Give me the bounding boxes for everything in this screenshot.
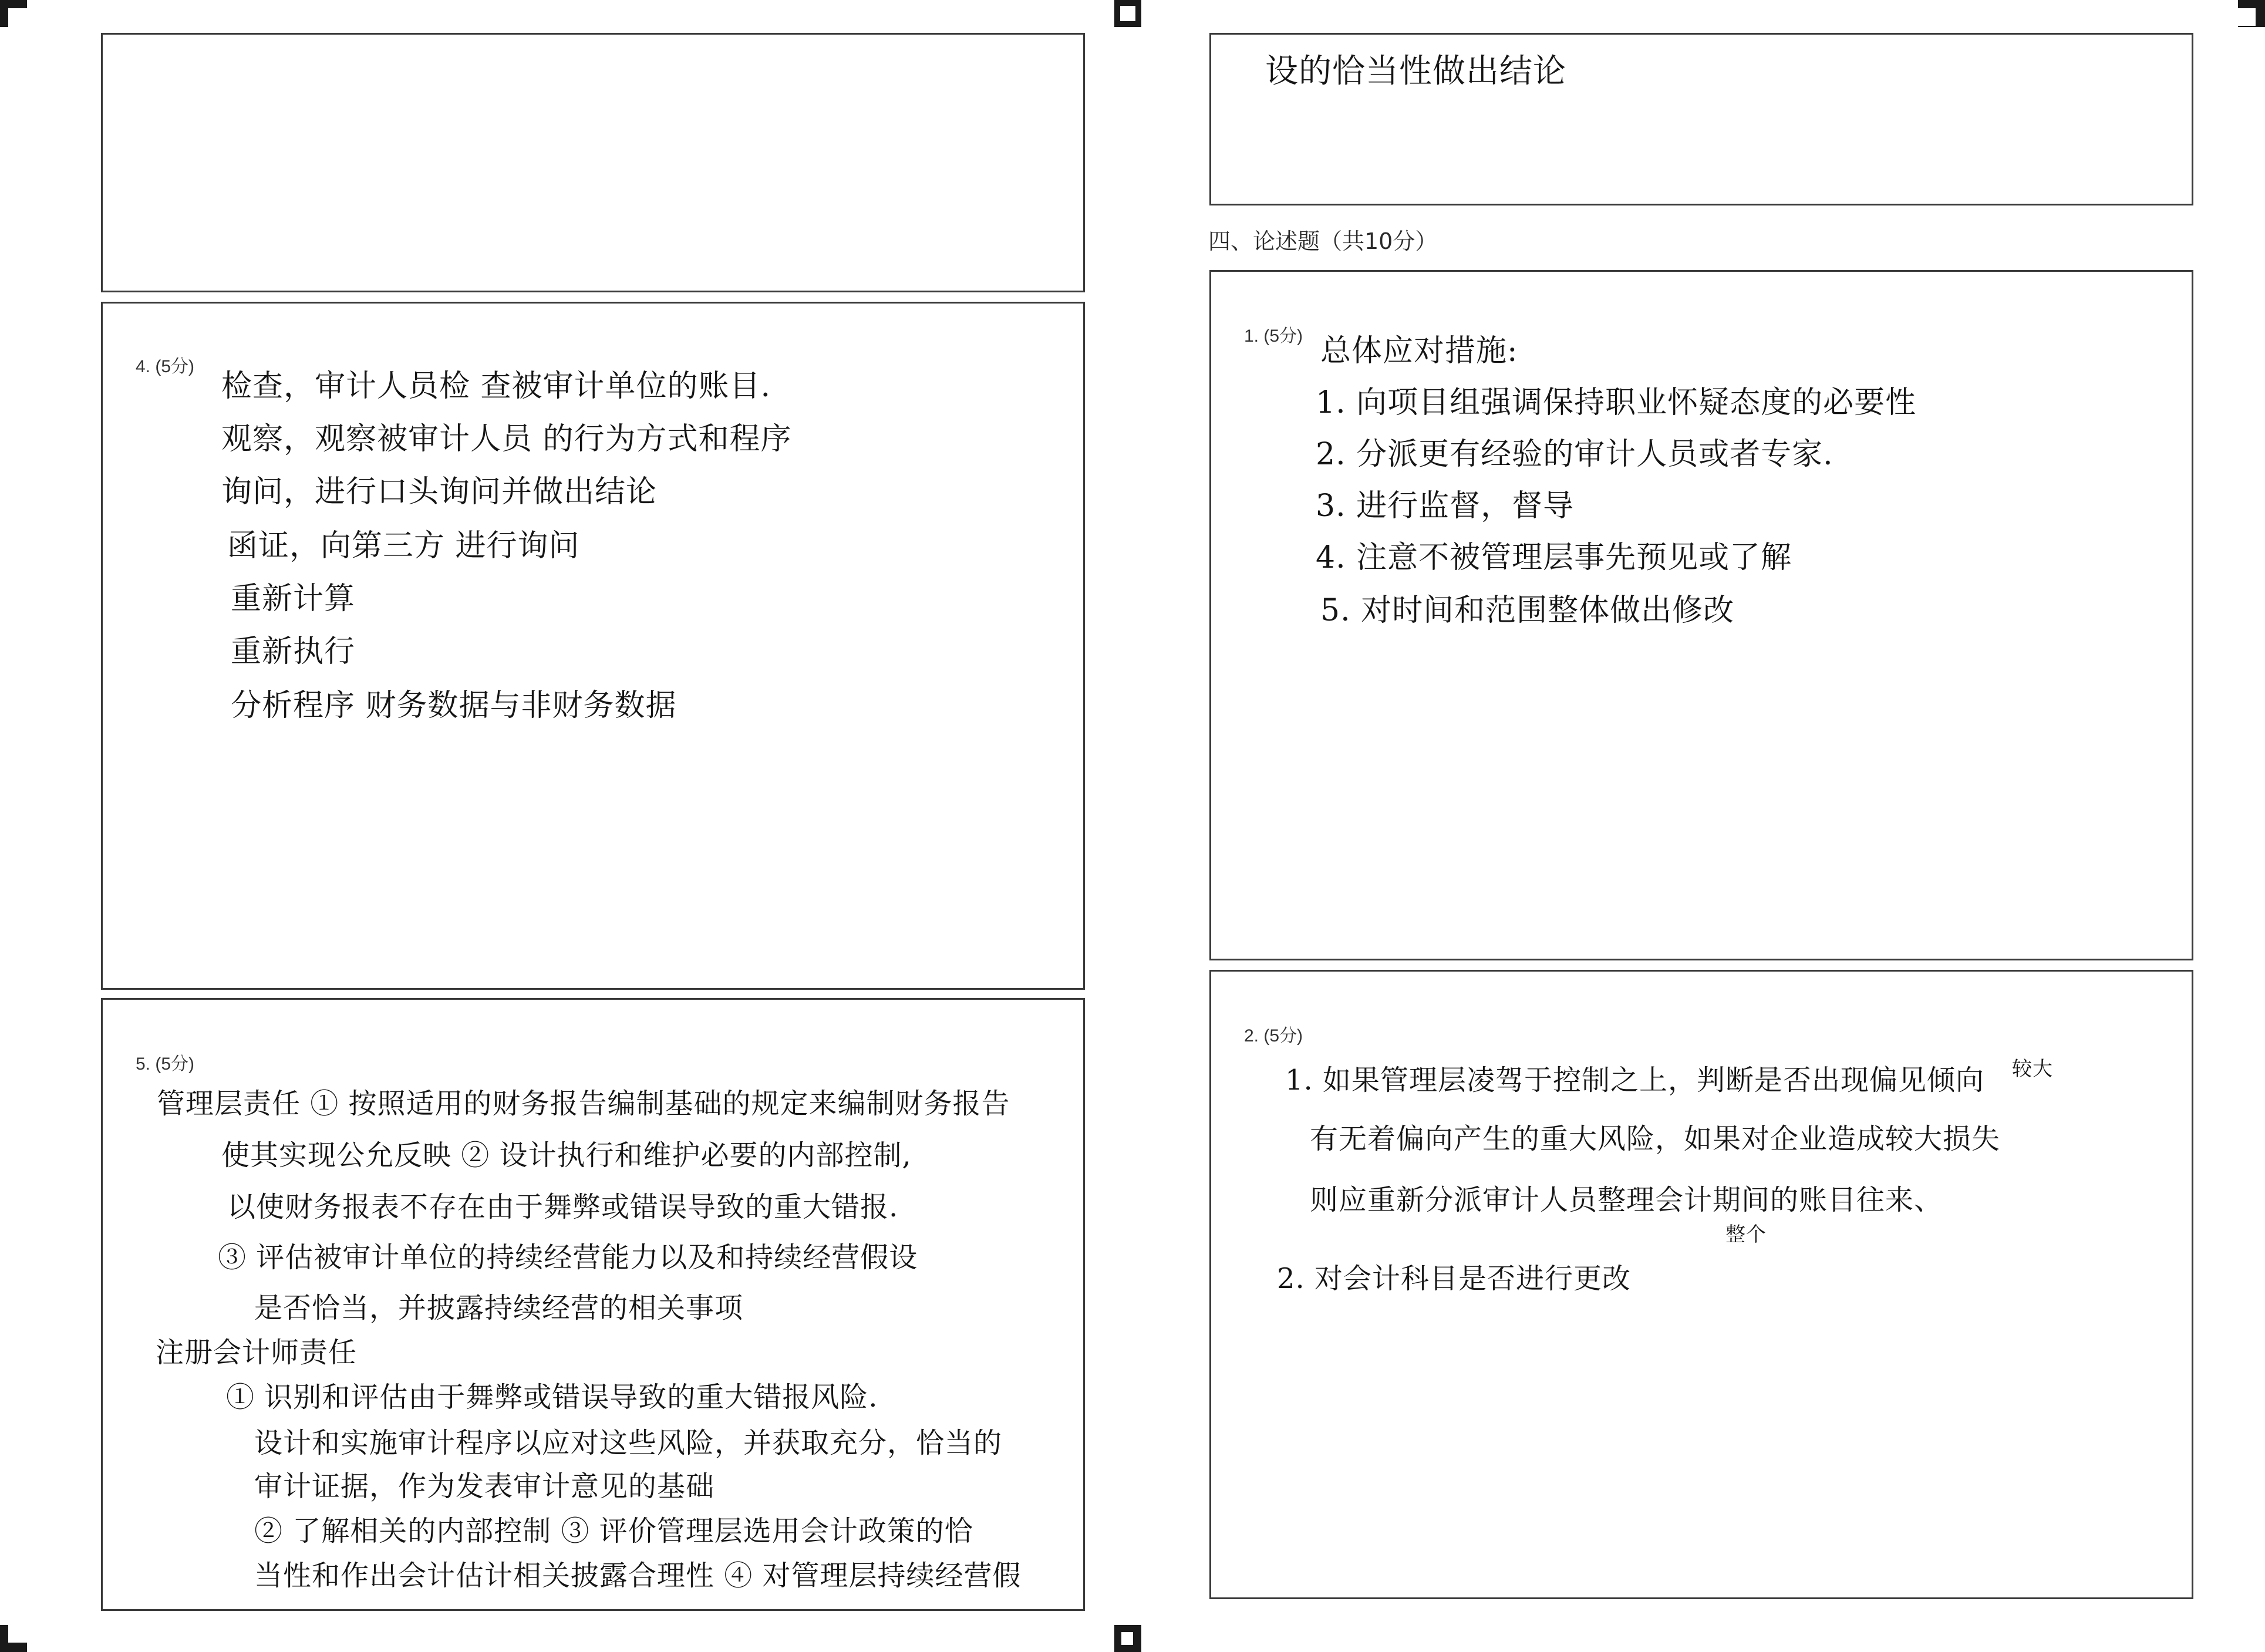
- q5-line-1: 管理层责任 ① 按照适用的财务报告编制基础的规定来编制财务报告: [157, 1087, 1010, 1120]
- answer-box-q5: [101, 998, 1085, 1611]
- q4-line-3: 询问，进行口头询问并做出结论: [221, 474, 658, 510]
- q5-line-10: ② 了解相关的内部控制 ③ 评价管理层选用会计政策的恰: [254, 1515, 973, 1548]
- question-number-q4: 4. (5分): [136, 357, 195, 376]
- essay-q1-line-3: 2. 分派更有经验的审计人员或者专家.: [1316, 437, 1833, 472]
- essay-q1-line-6: 5. 对时间和范围整体做出修改: [1320, 593, 1735, 628]
- question-number-q5: 5. (5分): [136, 1054, 195, 1074]
- corner-marker-bottom-middle: [1114, 1625, 1141, 1652]
- q4-line-1: 检查，审计人员检 查被审计单位的账目.: [221, 369, 771, 404]
- essay-q1-line-5: 4. 注意不被管理层事先预见或了解: [1316, 540, 1792, 575]
- essay-q2-line-3: 则应重新分派审计人员整理会计期间的账目往来、: [1310, 1184, 1943, 1216]
- q5-line-4: ③ 评估被审计单位的持续经营能力以及和持续经营假设: [218, 1241, 918, 1274]
- section-title-essay: 四、论述题（共10分）: [1208, 228, 1438, 254]
- q5-line-9: 审计证据，作为发表审计意见的基础: [254, 1470, 715, 1503]
- q5-line-6: 注册会计师责任: [156, 1336, 358, 1369]
- q4-line-2: 观察，观察被审计人员 的行为方式和程序: [221, 422, 792, 457]
- answer-box-q5-continued: [1209, 33, 2193, 205]
- q4-line-4: 函证，向第三方 进行询问: [227, 528, 580, 564]
- essay-q1-line-1: 总体应对措施:: [1320, 333, 1518, 369]
- answer-box-q3-continued: [101, 33, 1085, 292]
- q5-line-11: 当性和作出会计估计相关披露合理性 ④ 对管理层持续经营假: [254, 1559, 1022, 1592]
- q4-line-5: 重新计算: [231, 581, 356, 616]
- q4-line-6: 重新执行: [231, 634, 356, 669]
- continued-text: 设的恰当性做出结论: [1265, 52, 1566, 90]
- corner-marker-top-left: [0, 0, 27, 27]
- essay-q2-insert-2: 整个: [1725, 1223, 1767, 1246]
- answer-box-essay-q2: [1209, 970, 2193, 1599]
- q5-line-7: ① 识别和评估由于舞弊或错误导致的重大错报风险.: [226, 1381, 878, 1414]
- corner-marker-top-middle: [1114, 0, 1141, 27]
- answer-box-q4: [101, 302, 1085, 990]
- q5-line-5: 是否恰当，并披露持续经营的相关事项: [254, 1292, 744, 1324]
- question-number-essay-q2: 2. (5分): [1244, 1026, 1303, 1046]
- essay-q1-line-2: 1. 向项目组强调保持职业怀疑态度的必要性: [1316, 385, 1917, 420]
- q4-line-7: 分析程序 财务数据与非财务数据: [231, 688, 677, 723]
- essay-q2-insert-1: 较大: [2012, 1057, 2053, 1081]
- essay-q2-line-2: 有无着偏向产生的重大风险，如果对企业造成较大损失: [1310, 1122, 2001, 1155]
- essay-q2-line-1: 1. 如果管理层凌驾于控制之上，判断是否出现偏见倾向: [1285, 1064, 1985, 1097]
- essay-q1-line-4: 3. 进行监督，督导: [1316, 488, 1575, 524]
- q5-line-2: 使其实现公允反映 ② 设计执行和维护必要的内部控制,: [221, 1139, 912, 1172]
- corner-marker-bottom-left: [0, 1625, 27, 1652]
- corner-marker-top-right: [2238, 0, 2265, 27]
- answer-box-essay-q1: [1209, 270, 2193, 960]
- essay-q2-line-4: 2. 对会计科目是否进行更改: [1277, 1262, 1632, 1295]
- q5-line-3: 以使财务报表不存在由于舞弊或错误导致的重大错报.: [227, 1191, 899, 1223]
- question-number-essay-q1: 1. (5分): [1244, 326, 1303, 346]
- q5-line-8: 设计和实施审计程序以应对这些风险，并获取充分，恰当的: [254, 1427, 1003, 1459]
